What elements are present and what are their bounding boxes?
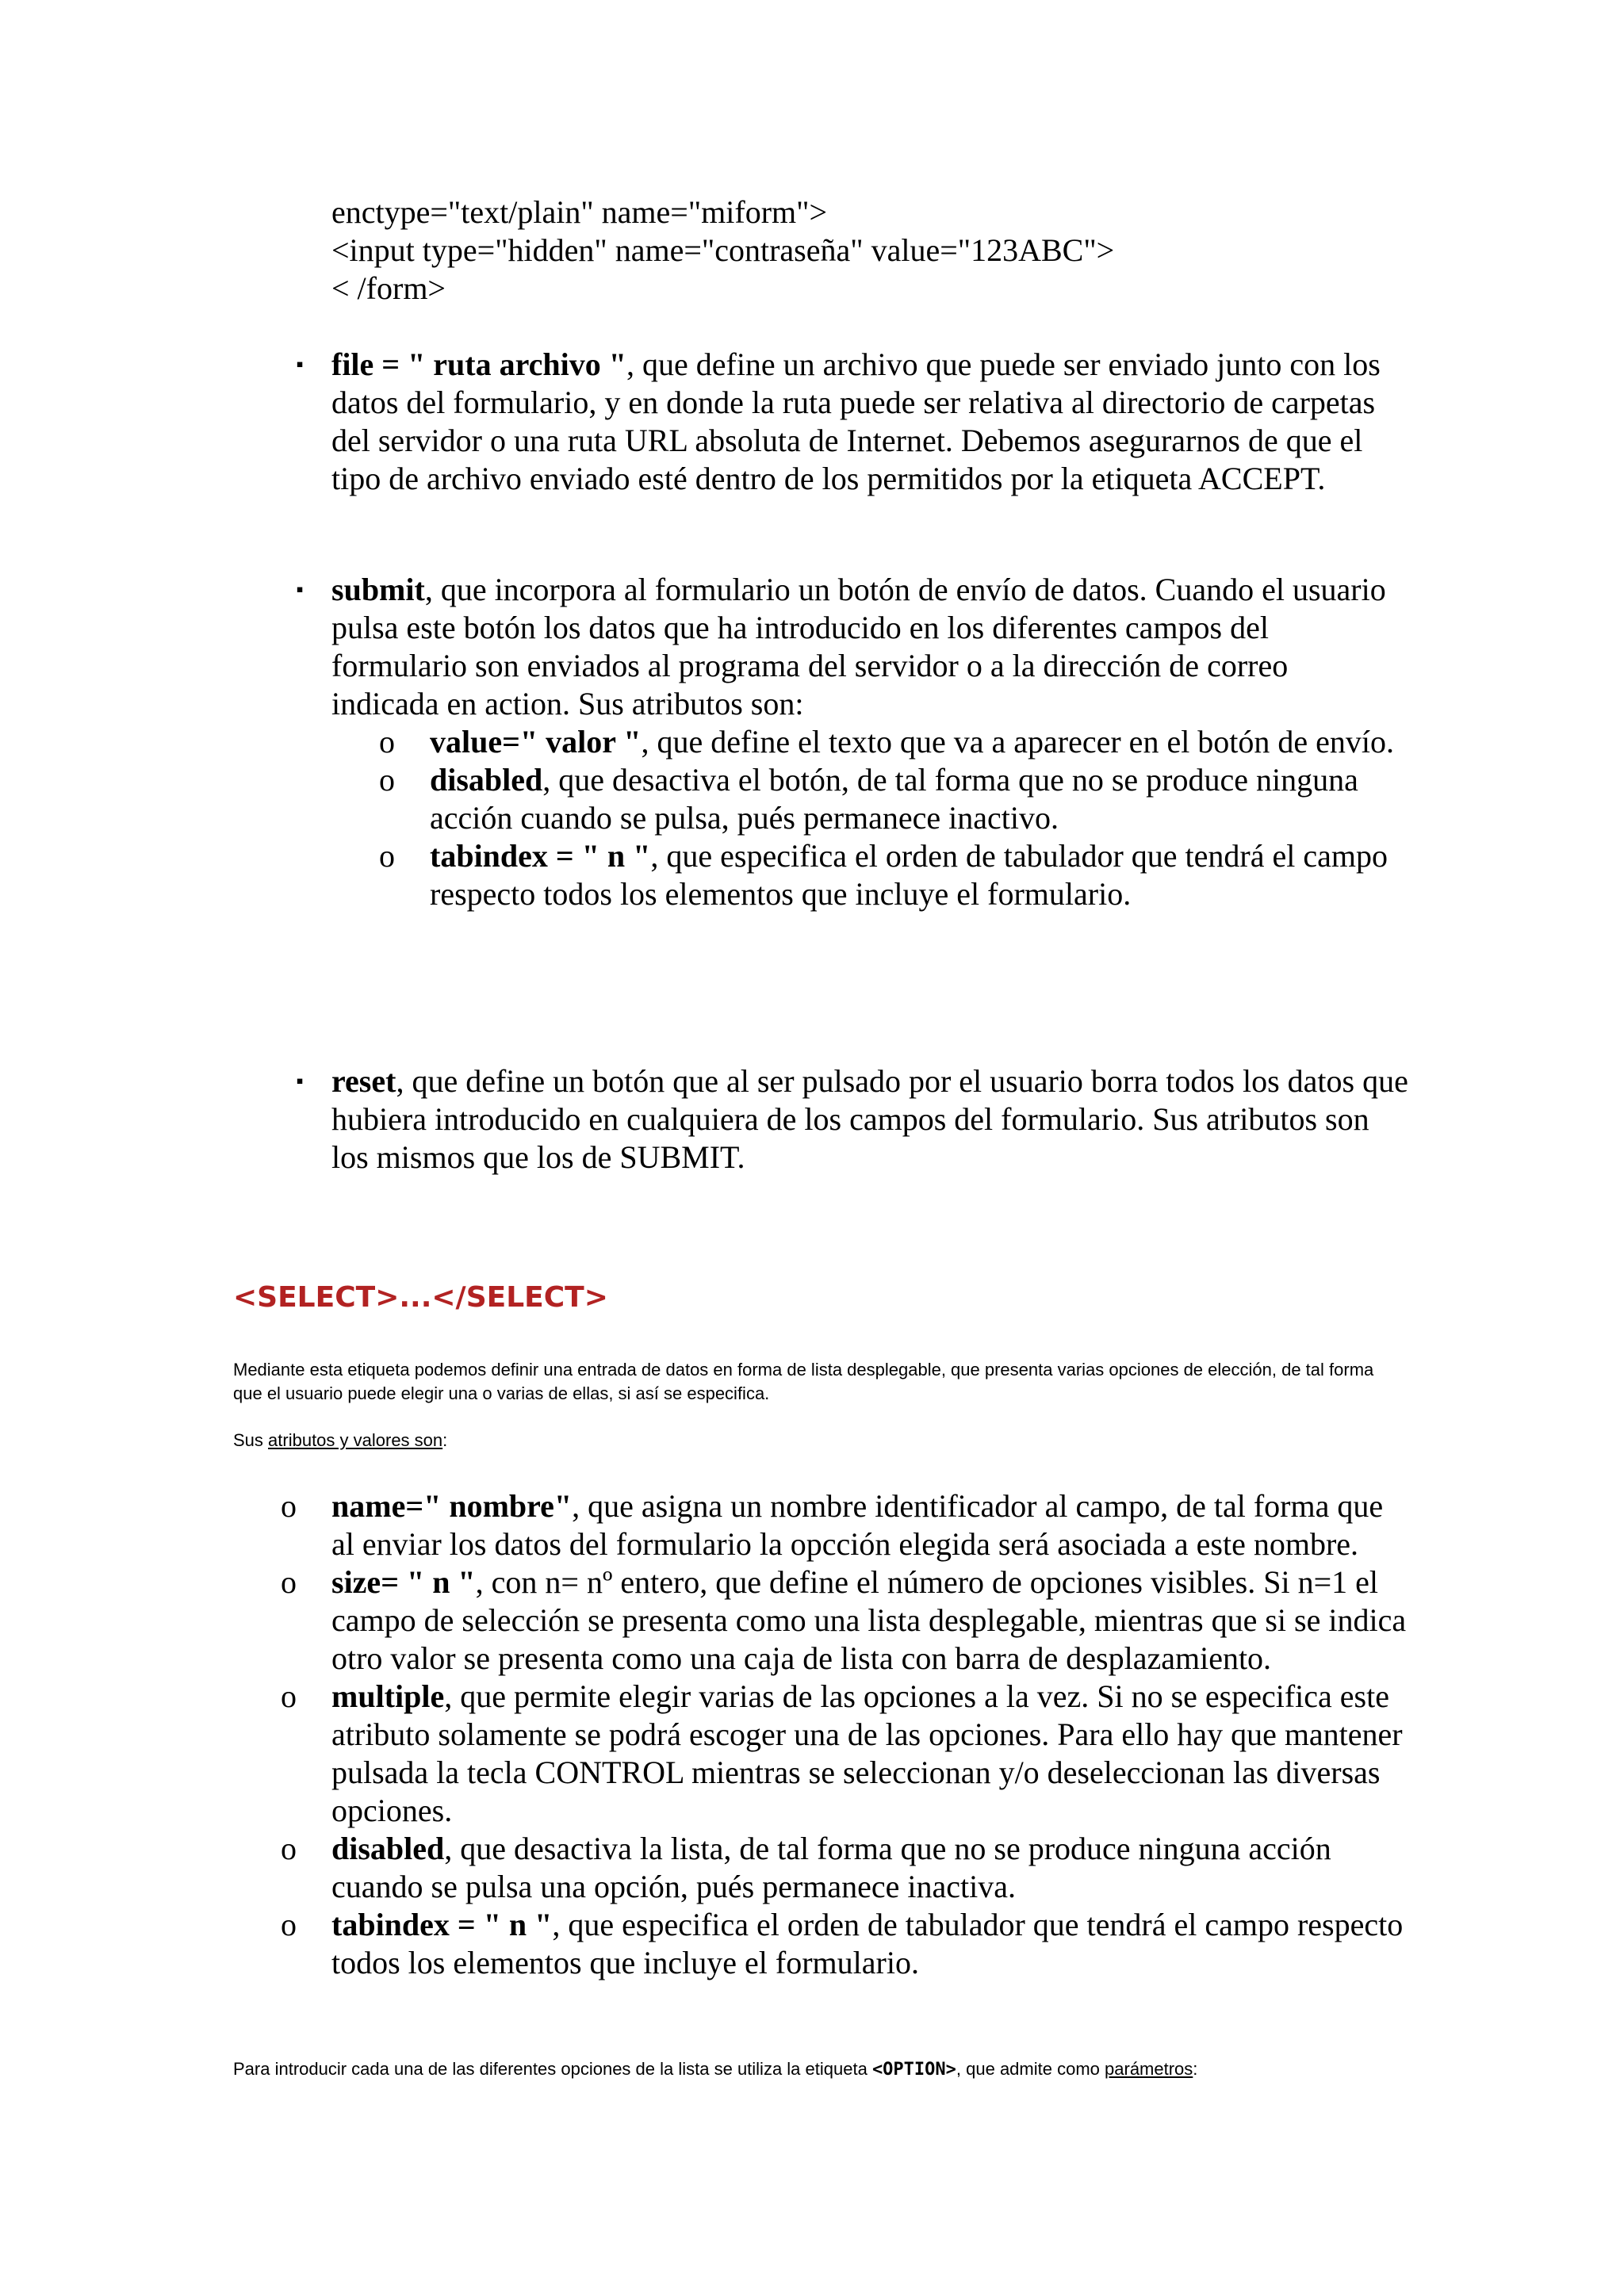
submit-attr-tabindex bbox=[379, 837, 1410, 913]
section-heading-select: <SELECT>...</SELECT> bbox=[233, 1281, 608, 1314]
term-select-tabindex: tabindex = " n " bbox=[331, 1907, 553, 1942]
desc-value: , que define el texto que va a aparecer en el botón de envío. bbox=[641, 724, 1395, 760]
term-file: file = " ruta archivo " bbox=[331, 346, 626, 382]
option-prefix: Para introducir cada una de las diferentes opciones de la lista se utiliza la etiqueta bbox=[233, 2059, 872, 2079]
sub-marker-icon: o bbox=[379, 762, 395, 798]
sub-marker-icon: o bbox=[281, 1831, 297, 1866]
attributes-link[interactable]: atributos y valores son bbox=[268, 1430, 443, 1450]
term-tabindex: tabindex = " n " bbox=[430, 838, 651, 874]
desc-file: , que define un archivo que puede ser enviado junto con los datos del formulario, y en donde la ruta puede ser relativa al directorio de carpetas del servidor o una ruta URL absoluta de Internet. Debemos asegurarnos de que el tipo de archivo enviado esté dentro de los permitidos por la etiqueta ACCEPT. bbox=[331, 346, 1381, 496]
option-suffix: : bbox=[1193, 2059, 1198, 2079]
attributes-prefix: Sus bbox=[233, 1430, 269, 1450]
bullet-reset bbox=[296, 1062, 1410, 1177]
desc-submit: , que incorpora al formulario un botón de envío de datos. Cuando el usuario pulsa este botón los datos que ha introducido en los diferentes campos del formulario son enviados al programa del servidor o a la dirección de correo indicada en action. Sus atributos son: bbox=[331, 572, 1386, 721]
bullet-marker-icon: ▪ bbox=[296, 353, 304, 376]
desc-disabled: , que desactiva el botón, de tal forma que no se produce ninguna acción cuando se pulsa, pués permanece inactivo. bbox=[430, 762, 1358, 836]
bullet-file bbox=[296, 346, 1410, 498]
desc-reset: , que define un botón que al ser pulsado por el usuario borra todos los datos que hubiera introducido en cualquiera de los campos del formulario. Sus atributos son los mismos que los de SUBMIT. bbox=[331, 1063, 1408, 1175]
term-value: value=" valor " bbox=[430, 724, 642, 760]
submit-attr-disabled bbox=[379, 761, 1410, 837]
parameters-link[interactable]: parámetros bbox=[1105, 2059, 1193, 2079]
desc-multiple: , que permite elegir varias de las opciones a la vez. Si no se especifica este atributo solamente se podrá escoger una de las opciones. Para ello hay que mantener pulsada la tecla CONTROL mientras se seleccionan y/o deseleccionan las diversas opciones. bbox=[331, 1678, 1403, 1828]
code-snippet bbox=[331, 193, 1442, 308]
desc-tabindex: , que especifica el orden de tabulador que tendrá el campo respecto todos los elementos que incluye el formulario. bbox=[430, 838, 1388, 912]
term-select-disabled: disabled bbox=[331, 1831, 445, 1866]
term-name: name=" nombre" bbox=[331, 1488, 573, 1524]
term-disabled: disabled bbox=[430, 762, 543, 798]
select-attr-multiple bbox=[281, 1678, 1410, 1830]
sub-marker-icon: o bbox=[379, 724, 395, 760]
attributes-line bbox=[233, 1429, 1399, 1452]
sub-marker-icon: o bbox=[281, 1488, 297, 1524]
select-attr-tabindex bbox=[281, 1906, 1410, 1982]
desc-size: , con n= nº entero, que define el número de opciones visibles. Si n=1 el campo de selección se presenta como una lista desplegable, mientras que si se indica otro valor se presenta como una caja de lista con barra de desplazamiento. bbox=[331, 1564, 1407, 1676]
desc-select-tabindex: , que especifica el orden de tabulador que tendrá el campo respecto todos los elementos que incluye el formulario. bbox=[331, 1907, 1404, 1980]
sub-marker-icon: o bbox=[281, 1678, 297, 1714]
option-middle: , que admite como bbox=[956, 2059, 1105, 2079]
option-tag: <OPTION> bbox=[871, 2060, 956, 2080]
desc-select-disabled: , que desactiva la lista, de tal forma que no se produce ninguna acción cuando se pulsa una opción, pués permanece inactiva. bbox=[331, 1831, 1331, 1904]
select-attr-size bbox=[281, 1563, 1410, 1678]
attributes-suffix: : bbox=[442, 1430, 448, 1450]
submit-attributes-list bbox=[379, 723, 1410, 913]
code-line: < /form> bbox=[331, 270, 446, 306]
sub-marker-icon: o bbox=[281, 1564, 297, 1600]
bullet-marker-icon: ▪ bbox=[296, 578, 304, 601]
bullet-submit bbox=[296, 571, 1410, 913]
sub-marker-icon: o bbox=[379, 838, 395, 874]
select-attributes-list bbox=[281, 1487, 1410, 1982]
sub-marker-icon: o bbox=[281, 1907, 297, 1942]
select-attr-name bbox=[281, 1487, 1410, 1563]
desc-name: , que asigna un nombre identificador al campo, de tal forma que al enviar los datos del formulario la opcción elegida será asociada a este nombre. bbox=[331, 1488, 1384, 1562]
term-size: size= " n " bbox=[331, 1564, 476, 1600]
term-reset: reset bbox=[331, 1063, 396, 1099]
term-submit: submit bbox=[331, 572, 425, 607]
code-line: <input type="hidden" name="contraseña" value="123ABC"> bbox=[331, 232, 1115, 268]
submit-attr-value bbox=[379, 723, 1410, 761]
code-line: enctype="text/plain" name="miform"> bbox=[331, 194, 828, 230]
select-intro-paragraph: Mediante esta etiqueta podemos definir una entrada de datos en forma de lista desplegable, que presenta varias opciones de elección, de tal forma que el usuario puede elegir una o varias de ellas, si así se especifica. bbox=[233, 1360, 1374, 1403]
select-attr-disabled bbox=[281, 1830, 1410, 1906]
term-multiple: multiple bbox=[331, 1678, 445, 1714]
option-line bbox=[233, 2057, 1502, 2082]
bullet-marker-icon: ▪ bbox=[296, 1070, 304, 1093]
